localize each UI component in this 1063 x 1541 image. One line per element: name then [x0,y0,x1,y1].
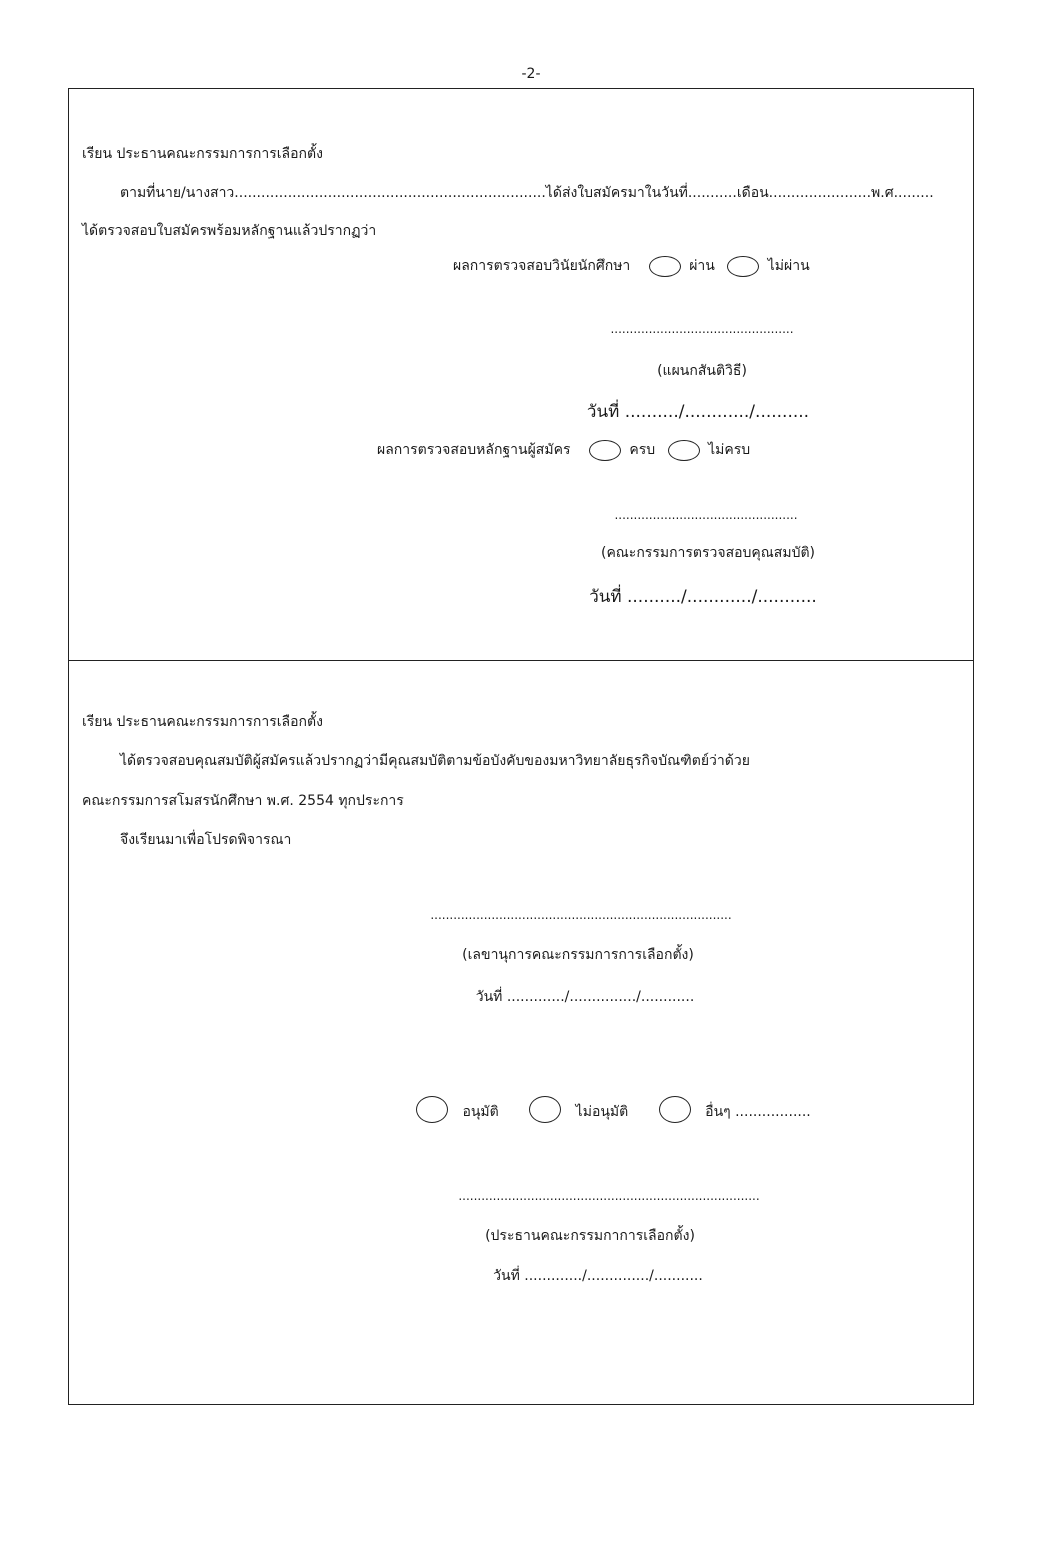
complete-radio[interactable] [589,440,621,461]
reject-label: ไม่อนุมัติ [575,1104,629,1120]
chair-date: วันที่ ............./............../........... [493,1268,703,1284]
signature-line-chair: ............................................................................... [458,1189,760,1203]
incomplete-label: ไม่ครบ [708,442,751,458]
qualification-committee-role: (คณะกรรมการตรวจสอบคุณสมบัติ) [600,545,816,561]
signature-line-qualification: ................................................ [614,508,798,522]
pass-label: ผ่าน [689,258,715,274]
qualification-date: วันที่ ........../............/........... [589,587,817,607]
form-frame [68,88,974,1405]
page-number: -2- [521,66,541,82]
signature-line-discipline: ................................................ [610,322,794,336]
chair-role: (ประธานคณะกรรมกาการเลือกตั้ง) [485,1228,695,1244]
signature-line-secretary: ............................................................................... [430,908,732,922]
complete-label: ครบ [629,442,656,458]
incomplete-radio[interactable] [668,440,700,461]
other-radio[interactable] [659,1096,691,1123]
pass-radio[interactable] [649,256,681,277]
discipline-check-row [453,255,810,277]
secretary-role: (เลขานุการคณะกรรมการการเลือกตั้ง) [462,947,694,963]
qualification-statement: ได้ตรวจสอบคุณสมบัติผู้สมัครแล้วปรากฏว่ามีคุณสมบัติตามข้อบังคับของมหาวิทยาลัยธุรกิจบัณฑิตย์ว่าด้วย [120,753,750,769]
approve-radio[interactable] [416,1096,448,1123]
discipline-office-role: (แผนกสันติวิธี) [657,363,747,379]
decision-row [416,1096,811,1123]
applicant-line: ตามที่นาย/นางสาว......................................................................ได้ส่งใบสมัครมาในวันที่...........เดือน.......................พ.ศ......... [120,185,934,201]
secretary-date: วันที่ ............./.............../............ [475,989,695,1005]
closing-line: จึงเรียนมาเพื่อโปรดพิจารณา [120,832,292,848]
salutation-2: เรียน ประธานคณะกรรมการการเลือกตั้ง [82,714,323,730]
section-divider [68,660,974,661]
evidence-label: ผลการตรวจสอบหลักฐานผู้สมัคร [377,442,571,458]
salutation-1: เรียน ประธานคณะกรรมการการเลือกตั้ง [82,146,323,162]
discipline-date: วันที่ ........../............/.......... [586,402,810,422]
verification-line: ได้ตรวจสอบใบสมัครพร้อมหลักฐานแล้วปรากฏว่า [82,223,377,239]
fail-label: ไม่ผ่าน [767,258,810,274]
fail-radio[interactable] [727,256,759,277]
other-label: อื่นๆ ................. [705,1104,811,1120]
regulation-reference: คณะกรรมการสโมสรนักศึกษา พ.ศ. 2554 ทุกประการ [82,793,404,809]
approve-label: อนุมัติ [462,1104,499,1120]
evidence-check-row [377,439,750,461]
reject-radio[interactable] [529,1096,561,1123]
discipline-label: ผลการตรวจสอบวินัยนักศึกษา [453,258,631,274]
